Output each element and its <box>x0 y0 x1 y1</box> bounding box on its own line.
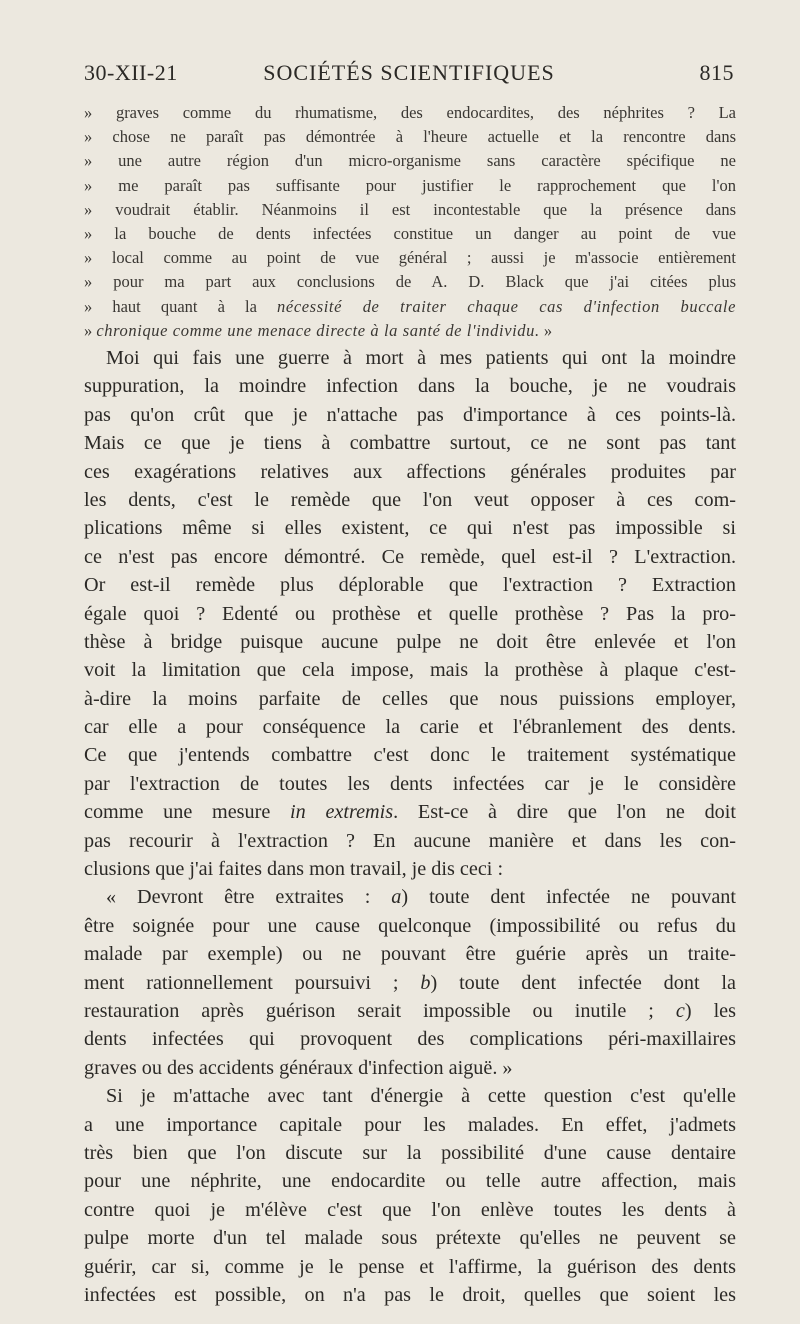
line-text: car elle a pour conséquence la carie et l'ébranlement des dents. <box>84 716 736 739</box>
line-text: dents infectées qui provoquent des complications péri-maxillaires <box>84 1028 736 1051</box>
text-line <box>84 344 736 372</box>
quoted-passage <box>84 101 736 343</box>
line-text: ces exagérations relatives aux affections générales produites par <box>84 460 736 483</box>
text-line <box>84 571 736 599</box>
quote-line <box>84 319 736 343</box>
quote-line <box>84 246 736 270</box>
line-text: . Est-ce à dire que l'on ne doit <box>393 801 736 824</box>
line-text: suppuration, la moindre infection dans la bouche, je ne voudrais <box>84 375 736 398</box>
italic-text: in extremis <box>290 801 394 824</box>
line-text: » une autre région d'un micro-organisme sans caractère spécifique ne <box>84 151 736 171</box>
line-text: voit la limitation que cela impose, mais la prothèse à plaque c'est- <box>84 659 736 682</box>
line-text: » chose ne paraît pas démontrée à l'heure actuelle et la rencontre dans <box>84 127 736 147</box>
text-line <box>84 969 736 997</box>
line-text: « Devront être extraites : <box>106 886 392 909</box>
text-line <box>84 940 736 968</box>
line-text: Ce que j'entends combattre c'est donc le traitement systématique <box>84 744 736 767</box>
line-text: plications même si elles existent, ce qui n'est pas impossible si <box>84 517 736 540</box>
quote-line <box>84 101 736 125</box>
text-line <box>84 656 736 684</box>
line-text: ) toute dent infectée dont la <box>430 971 736 994</box>
line-text: clusions que j'ai faites dans mon travail, je dis ceci : <box>84 858 504 881</box>
text-line <box>84 741 736 769</box>
quote-line <box>84 198 736 222</box>
italic-text: c <box>675 999 685 1022</box>
issue-date: 30-XII-21 <box>84 60 178 85</box>
text-line <box>84 1054 736 1082</box>
line-text: thèse à bridge puisque aucune pulpe ne doit être enlevée et l'on <box>84 630 736 653</box>
line-text: pas recourir à l'extraction ? En aucune manière et dans les con- <box>84 829 736 852</box>
italic-text: chronique comme une menace directe à la santé de l'individu. <box>96 320 540 340</box>
line-text: pas qu'on crût que je n'attache pas d'importance à ces points-là. <box>84 403 736 426</box>
text-line <box>84 713 736 741</box>
italic-text: b <box>420 971 431 994</box>
italic-text: a <box>391 886 402 909</box>
line-text: ce n'est pas encore démontré. Ce remède, quel est-il ? L'extraction. <box>84 545 736 568</box>
text-line <box>84 685 736 713</box>
line-text: égale quoi ? Edenté ou prothèse et quelle prothèse ? Pas la pro- <box>84 602 736 625</box>
line-text: a une importance capitale pour les malades. En effet, j'admets <box>84 1113 736 1136</box>
text-line <box>84 600 736 628</box>
line-text: ) toute dent infectée ne pouvant <box>401 886 736 909</box>
text-line <box>84 883 736 911</box>
line-text: comme une mesure <box>84 801 291 824</box>
line-text: graves ou des accidents généraux d'infection aiguë. » <box>84 1056 513 1079</box>
text-line <box>84 770 736 798</box>
line-text: guérir, car si, comme je le pense et l'affirme, la guérison des dents <box>84 1255 736 1278</box>
line-text: » voudrait établir. Néanmoins il est incontestable que la présence dans <box>84 199 736 219</box>
text-line <box>84 855 736 883</box>
text-line <box>84 514 736 542</box>
text-line <box>84 827 736 855</box>
line-text: » haut quant à la <box>84 296 278 316</box>
text-line <box>84 798 736 826</box>
line-text: par l'extraction de toutes les dents infectées car je le considère <box>84 772 736 795</box>
line-text: restauration après guérison serait impossible ou inutile ; <box>84 999 676 1022</box>
quote-line <box>84 125 736 149</box>
line-text: Mais ce que je tiens à combattre surtout, ce ne sont pas tant <box>84 432 736 455</box>
quote-line <box>84 149 736 173</box>
line-text: ment rationnellement poursuivi ; <box>84 971 421 994</box>
text-line <box>84 372 736 400</box>
line-text: infectées est possible, on n'a pas le droit, quelles que soient les <box>84 1283 736 1306</box>
line-text: » <box>84 320 97 340</box>
text-line <box>84 628 736 656</box>
text-line <box>84 429 736 457</box>
line-text: être soignée pour une cause quelconque (impossibilité ou refus du <box>84 914 736 937</box>
quote-line <box>84 174 736 198</box>
page-number: 815 <box>699 60 734 85</box>
text-line <box>84 1224 736 1252</box>
text-line <box>84 1025 736 1053</box>
running-title: SOCIÉTÉS SCIENTIFIQUES <box>263 60 555 85</box>
line-text: Or est-il remède plus déplorable que l'extraction ? Extraction <box>84 574 736 597</box>
text-line <box>84 543 736 571</box>
text-line <box>84 1111 736 1139</box>
text-line <box>84 1139 736 1167</box>
body-text <box>84 344 736 1309</box>
line-text: » pour ma part aux conclusions de A. D. Black que j'ai citées plus <box>84 272 736 292</box>
line-text: pulpe morte d'un tel malade sous prétexte qu'elles ne peuvent se <box>84 1227 736 1250</box>
line-text: à-dire la moins parfaite de celles que nous puissions employer, <box>84 687 736 710</box>
line-text: » la bouche de dents infectées constitue un danger au point de vue <box>84 223 736 243</box>
text-line <box>84 486 736 514</box>
line-text: » local comme au point de vue général ; aussi je m'associe entièrement <box>84 248 736 268</box>
text-line <box>84 1253 736 1281</box>
text-line <box>84 1196 736 1224</box>
quote-line <box>84 295 736 319</box>
text-line <box>84 401 736 429</box>
line-text: » <box>539 320 553 340</box>
text-line <box>84 1082 736 1110</box>
line-text: Si je m'attache avec tant d'énergie à cette question c'est qu'elle <box>106 1085 736 1108</box>
text-line <box>84 1281 736 1309</box>
quote-line <box>84 270 736 294</box>
line-text: ) les <box>684 999 736 1022</box>
line-text: » graves comme du rhumatisme, des endocardites, des néphrites ? La <box>84 103 736 122</box>
text-line <box>84 1167 736 1195</box>
quote-line <box>84 222 736 246</box>
text-line <box>84 458 736 486</box>
text-line <box>84 912 736 940</box>
line-text: les dents, c'est le remède que l'on veut opposer à ces com- <box>84 488 736 511</box>
running-header <box>84 60 734 94</box>
line-text: contre quoi je m'élève c'est que l'on enlève toutes les dents à <box>84 1198 736 1221</box>
line-text: pour une néphrite, une endocardite ou telle autre affection, mais <box>84 1170 736 1193</box>
line-text: » me paraît pas suffisante pour justifier le rapprochement que l'on <box>84 175 736 195</box>
text-line <box>84 997 736 1025</box>
line-text: Moi qui fais une guerre à mort à mes patients qui ont la moindre <box>106 347 736 369</box>
line-text: très bien que l'on discute sur la possibilité d'une cause dentaire <box>84 1141 736 1164</box>
italic-text: nécessité de traiter chaque cas d'infection buccale <box>277 296 736 316</box>
line-text: malade par exemple) ou ne pouvant être guérie après un traite- <box>84 943 736 966</box>
